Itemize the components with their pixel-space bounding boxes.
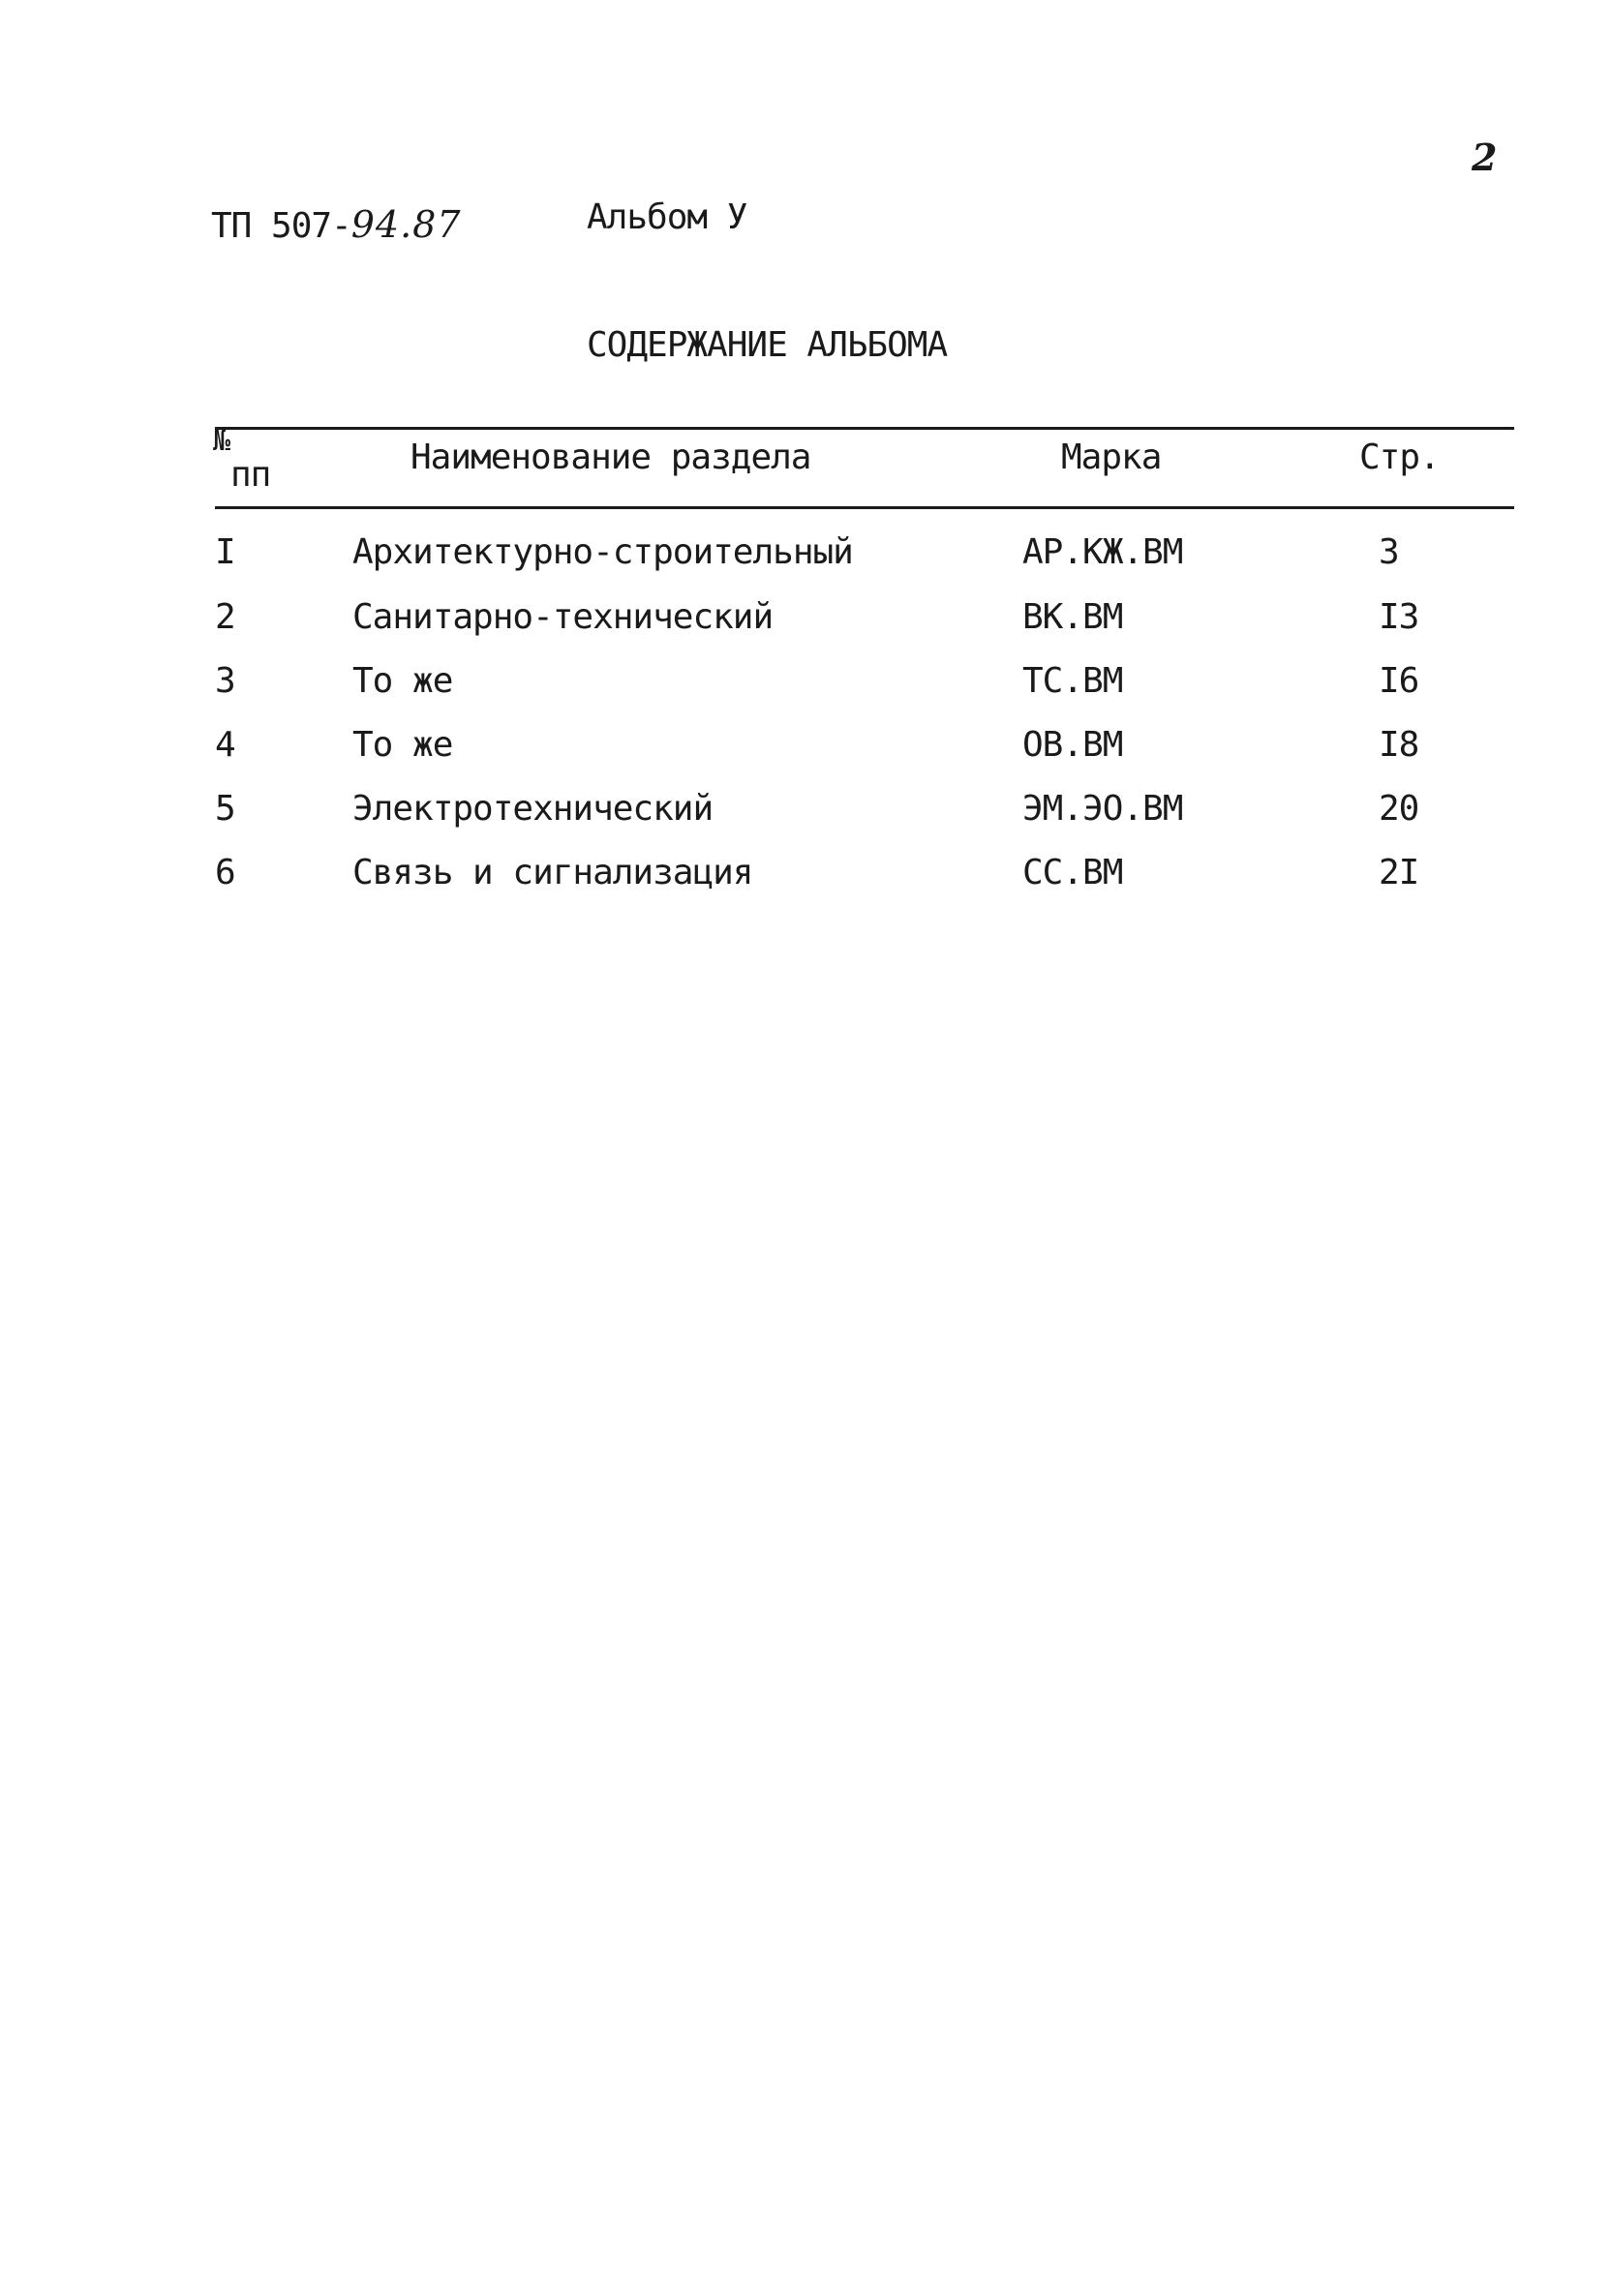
table-row xyxy=(0,532,1611,590)
row-section-name: То же xyxy=(352,661,453,701)
document-code-handwritten: 94.87 xyxy=(350,203,462,246)
row-mark: ВК.ВМ xyxy=(1022,597,1123,637)
page-number: 2 xyxy=(1472,136,1498,179)
header-number-sign: № xyxy=(213,424,230,458)
row-number: 3 xyxy=(215,661,235,701)
header-page: Стр. xyxy=(1359,438,1440,477)
header-mark: Марка xyxy=(1061,438,1162,477)
document-code xyxy=(211,203,462,246)
row-number: 2 xyxy=(215,597,235,637)
row-number: 6 xyxy=(215,853,235,892)
table-row xyxy=(0,725,1611,783)
row-section-name: То же xyxy=(352,725,453,765)
header-section-name: Наименование раздела xyxy=(410,438,811,477)
row-number: I xyxy=(215,532,235,572)
row-page: I8 xyxy=(1379,725,1419,765)
table-row xyxy=(0,789,1611,847)
document-code-printed: ТП 507- xyxy=(211,206,351,246)
header-number-pp: пп xyxy=(230,455,271,495)
table-header-rule xyxy=(215,506,1514,509)
row-page: I6 xyxy=(1379,661,1419,701)
row-number: 4 xyxy=(215,725,235,765)
row-mark: ТС.ВМ xyxy=(1022,661,1123,701)
table-top-rule xyxy=(215,427,1514,430)
table-row xyxy=(0,597,1611,655)
document-title: СОДЕРЖАНИЕ АЛЬБОМА xyxy=(587,325,948,365)
row-section-name: Связь и сигнализация xyxy=(352,853,753,892)
row-section-name: Санитарно-технический xyxy=(352,597,774,637)
row-number: 5 xyxy=(215,789,235,829)
row-mark: АР.КЖ.ВМ xyxy=(1022,532,1183,572)
row-section-name: Архитектурно-строительный xyxy=(352,532,853,572)
row-page: I3 xyxy=(1379,597,1419,637)
row-page: 3 xyxy=(1379,532,1399,572)
table-row xyxy=(0,853,1611,911)
row-mark: ОВ.ВМ xyxy=(1022,725,1123,765)
row-page: 2I xyxy=(1379,853,1419,892)
row-page: 20 xyxy=(1379,789,1419,829)
album-label: Альбом У xyxy=(587,197,747,237)
row-mark: СС.ВМ xyxy=(1022,853,1123,892)
row-mark: ЭМ.ЭО.ВМ xyxy=(1022,789,1183,829)
table-row xyxy=(0,661,1611,719)
row-section-name: Электротехнический xyxy=(352,789,714,829)
